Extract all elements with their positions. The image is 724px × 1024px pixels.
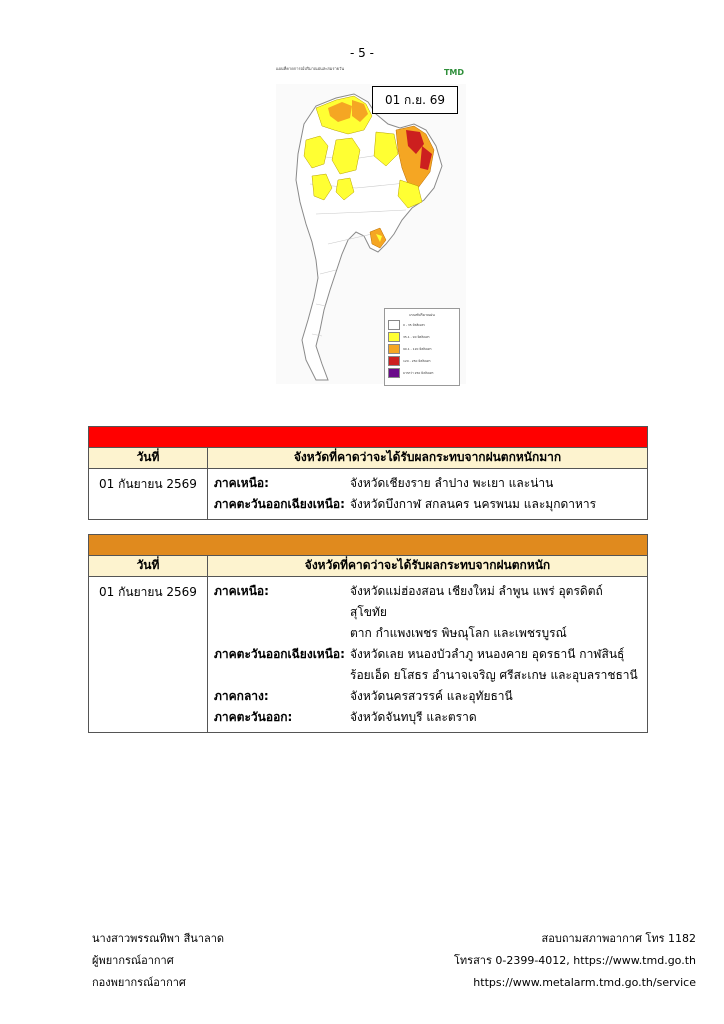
region-provinces: ร้อยเอ็ด ยโสธร อำนาจเจริญ ศรีสะเกษ และอุบลราชธานี [350,668,638,682]
legend-swatch [388,344,400,354]
forecaster-role: ผู้พยากรณ์อากาศ [92,954,174,967]
region-provinces: ตาก กำแพงเพชร พิษณุโลก และเพชรบูรณ์ [350,626,567,640]
legend-title: เกณฑ์ปริมาณฝน [409,313,435,317]
heavy-rain-table [88,534,648,733]
footer-contact [454,928,696,994]
header-date: วันที่ [89,556,208,577]
region-provinces: จังหวัดนครสวรรค์ และอุทัยธานี [350,689,513,703]
region-name: ภาคเหนือ: [214,584,269,598]
very-heavy-rain-table [88,426,648,520]
region-name [214,623,350,644]
legend-swatch [388,332,400,342]
service-link[interactable]: https://www.metalarm.tmd.go.th/service [473,976,696,989]
legend-item [388,356,456,366]
heavy-color-bar [89,535,648,556]
region-row [214,665,641,686]
region-provinces: จังหวัดจันทบุรี และตราด [350,710,477,724]
legend-label: มากกว่า 250 มิลลิเมตร [403,371,434,375]
header-title: จังหวัดที่คาดว่าจะได้รับผลกระทบจากฝนตกหนัก [208,556,648,577]
tmd-logo: TMD [443,68,464,77]
very-heavy-color-bar [89,427,648,448]
region-row [214,581,641,623]
map-legend [384,308,460,386]
forecaster-division: กองพยากรณ์อากาศ [92,976,186,989]
region-row [214,644,641,665]
region-row [214,494,641,515]
legend-swatch [388,320,400,330]
legend-item [388,332,456,342]
forecast-date: 01 กันยายน 2569 [89,577,208,733]
region-row [214,686,641,707]
region-list [208,469,648,520]
region-row [214,707,641,728]
page-number: - 5 - [350,46,374,60]
legend-label: 90.1 - 120 มิลลิเมตร [403,347,432,351]
map-header-text: แผนที่คาดการณ์ปริมาณฝนสะสมรายวัน [276,66,345,71]
region-name: ภาคตะวันออก: [214,710,293,724]
map-date-box: 01 ก.ย. 69 [372,86,458,114]
region-name [214,665,350,686]
footer-forecaster [92,928,224,994]
region-name: ภาคตะวันออกเฉียงเหนือ: [214,497,345,511]
region-name: ภาคกลาง: [214,689,269,703]
contact-phone: สอบถามสภาพอากาศ โทร 1182 [541,932,696,945]
region-row [214,473,641,494]
header-title: จังหวัดที่คาดว่าจะได้รับผลกระทบจากฝนตกหนักมาก [208,448,648,469]
region-provinces: จังหวัดแม่ฮ่องสอน เชียงใหม่ ลำพูน แพร่ อุตรดิตถ์ สุโขทัย [350,584,603,619]
legend-item [388,320,456,330]
region-name: ภาคเหนือ: [214,476,269,490]
header-date: วันที่ [89,448,208,469]
contact-fax-website[interactable]: โทรสาร 0-2399-4012, https://www.tmd.go.th [454,954,696,967]
region-row [214,623,641,644]
rainfall-forecast-map [276,64,466,384]
forecaster-name: นางสาวพรรณทิพา สีนาลาด [92,932,225,945]
legend-label: 0 - 35 มิลลิเมตร [403,323,425,327]
legend-label: 120 - 250 มิลลิเมตร [403,359,431,363]
region-list [208,577,648,733]
legend-swatch [388,356,400,366]
legend-swatch [388,368,400,378]
region-provinces: จังหวัดเชียงราย ลำปาง พะเยา และน่าน [350,476,554,490]
region-provinces: จังหวัดเลย หนองบัวลำภู หนองคาย อุดรธานี กาฬสินธุ์ [350,647,625,661]
legend-item [388,368,456,378]
forecast-date: 01 กันยายน 2569 [89,469,208,520]
legend-item [388,344,456,354]
region-provinces: จังหวัดบึงกาฬ สกลนคร นครพนม และมุกดาหาร [350,497,597,511]
region-name: ภาคตะวันออกเฉียงเหนือ: [214,647,345,661]
legend-label: 35.1 - 90 มิลลิเมตร [403,335,430,339]
